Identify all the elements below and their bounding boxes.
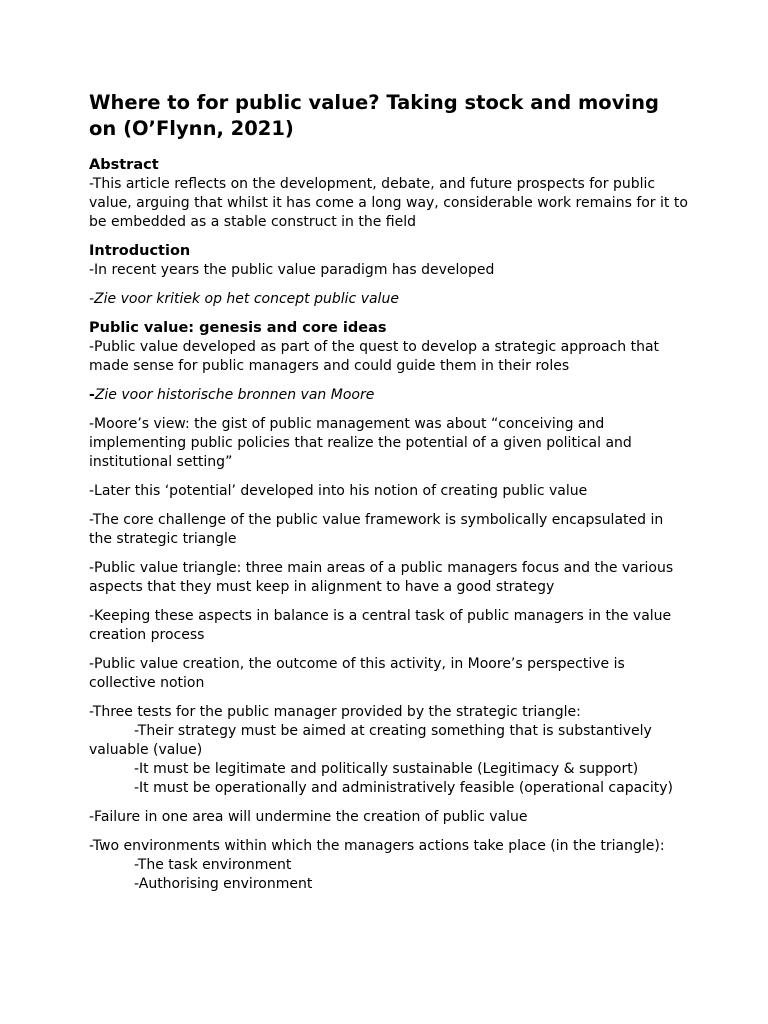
- test-value-continuation: valuable (value): [89, 742, 203, 758]
- test-value-line: [89, 722, 689, 741]
- abstract-heading: Abstract: [89, 157, 159, 173]
- value-creation-paragraph: -Public value creation, the outcome of this activity, in Moore’s perspective is collective notion: [89, 656, 625, 691]
- moore-note-dash: -: [89, 387, 95, 403]
- environments-intro: -Two environments within which the managers actions take place (in the triangle):: [89, 838, 665, 854]
- task-environment-text: -The task environment: [134, 857, 292, 873]
- task-environment-line: [89, 856, 689, 875]
- document-title: Where to for public value? Taking stock and moving on (O’Flynn, 2021): [89, 91, 659, 140]
- introduction-paragraph: -In recent years the public value paradigm has developed: [89, 262, 495, 278]
- core-challenge-paragraph: -The core challenge of the public value framework is symbolically encapsulated in the strategic triangle: [89, 512, 664, 547]
- document-page: [89, 90, 689, 904]
- test-value-text: -Their strategy must be aimed at creating something that is substantively: [134, 723, 652, 739]
- three-tests-intro: -Three tests for the public manager provided by the strategic triangle:: [89, 704, 581, 720]
- failure-paragraph: -Failure in one area will undermine the creation of public value: [89, 809, 528, 825]
- genesis-paragraph: -Public value developed as part of the quest to develop a strategic approach that made sense for public managers and could guide them in their roles: [89, 339, 660, 374]
- authorising-environment-text: -Authorising environment: [134, 876, 313, 892]
- later-potential-paragraph: -Later this ‘potential’ developed into his notion of creating public value: [89, 483, 588, 499]
- test-legitimacy-text: -It must be legitimate and politically sustainable (Legitimacy & support): [134, 761, 639, 777]
- moore-sources-note: [89, 386, 689, 405]
- environments-block: [89, 837, 689, 894]
- abstract-paragraph: -This article reflects on the development, debate, and future prospects for public value, arguing that whilst it has come a long way, considerable work remains for it to be embedded as a stable construct in the field: [89, 176, 688, 230]
- test-legitimacy-line: [89, 760, 689, 779]
- test-capacity-line: [89, 779, 689, 798]
- moore-view-paragraph: -Moore’s view: the gist of public management was about “conceiving and implementing public policies that realize the potential of a given political and institutional setting”: [89, 416, 632, 470]
- test-capacity-text: -It must be operationally and administratively feasible (operational capacity): [134, 780, 673, 796]
- moore-note-text: Zie voor historische bronnen van Moore: [94, 387, 375, 403]
- introduction-heading: Introduction: [89, 243, 191, 259]
- three-tests-block: [89, 703, 689, 798]
- critique-note: -Zie voor kritiek op het concept public value: [89, 291, 399, 307]
- triangle-paragraph: -Public value triangle: three main areas of a public managers focus and the various aspects that they must keep in alignment to have a good strategy: [89, 560, 674, 595]
- genesis-heading: Public value: genesis and core ideas: [89, 320, 387, 336]
- balance-paragraph: -Keeping these aspects in balance is a central task of public managers in the value creation process: [89, 608, 672, 643]
- authorising-environment-line: [89, 875, 689, 894]
